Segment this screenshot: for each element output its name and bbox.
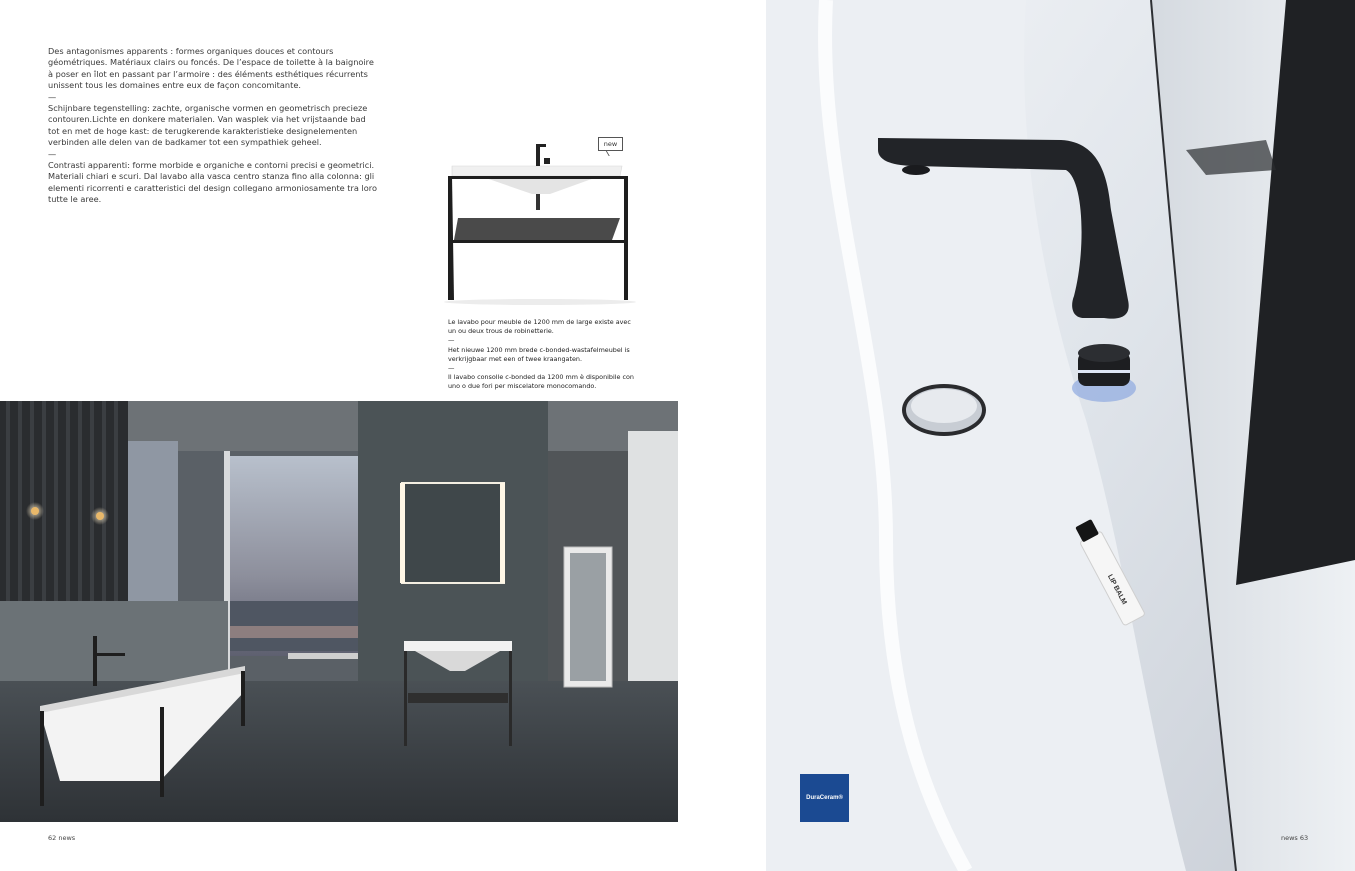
separator: —: [48, 91, 57, 102]
caption-dutch: Het nieuwe 1200 mm brede c-bonded-wastafelmeubel is verkrijgbaar met een of twee kraangaten.: [448, 345, 630, 363]
separator: —: [48, 148, 57, 159]
page-number-left: 62 news: [48, 834, 76, 842]
product-caption: [448, 318, 638, 392]
washbasin-closeup-photo: [766, 0, 1355, 871]
bathroom-interior-photo: [0, 401, 678, 822]
caption-french: Le lavabo pour meuble de 1200 mm de large existe avec un ou deux trous de robinetterie.: [448, 318, 631, 336]
page-number-right: news 63: [1281, 834, 1309, 842]
new-badge: new: [598, 137, 623, 151]
separator: —: [448, 336, 455, 345]
intro-italian: Contrasti apparenti: forme morbide e organiche e contorni precisi e geometrici. Materiali chiari e scuri. Dal lavabo alla vasca centro stanza fino alla colonna: gli elementi ricorrenti e caratteristici del design collegano armoniosamente tra loro tutte le aree.: [48, 160, 377, 205]
vanity-product-image: [440, 134, 650, 306]
separator: —: [448, 364, 455, 373]
lip-balm-label: LIP BALM: [1105, 573, 1128, 606]
caption-italian: Il lavabo consolle c-bonded da 1200 mm è disponibile con uno o due fori per miscelatore monocomando.: [448, 373, 634, 391]
intro-dutch: Schijnbare tegenstelling: zachte, organische vormen en geometrisch precieze contouren.Lichte en donkere materialen. Van wasplek via het vrijstaande bad tot en met de hoge kast: de terugkerende karakteristieke designelementen verbinden alle delen van de badkamer tot een sympathiek geheel.: [48, 103, 368, 148]
intro-french: Des antagonismes apparents : formes organiques douces et contours géométriques. Matériaux clairs ou foncés. De l’espace de toilette à la baignoire à poser en îlot en passant par l’armoire : des éléments esthétiques récurrents unissent tous les domaines entre eux de façon concomitante.: [48, 46, 374, 91]
duraceram-logo-icon: DuraCeram®: [800, 774, 849, 822]
intro-text: [48, 46, 378, 206]
